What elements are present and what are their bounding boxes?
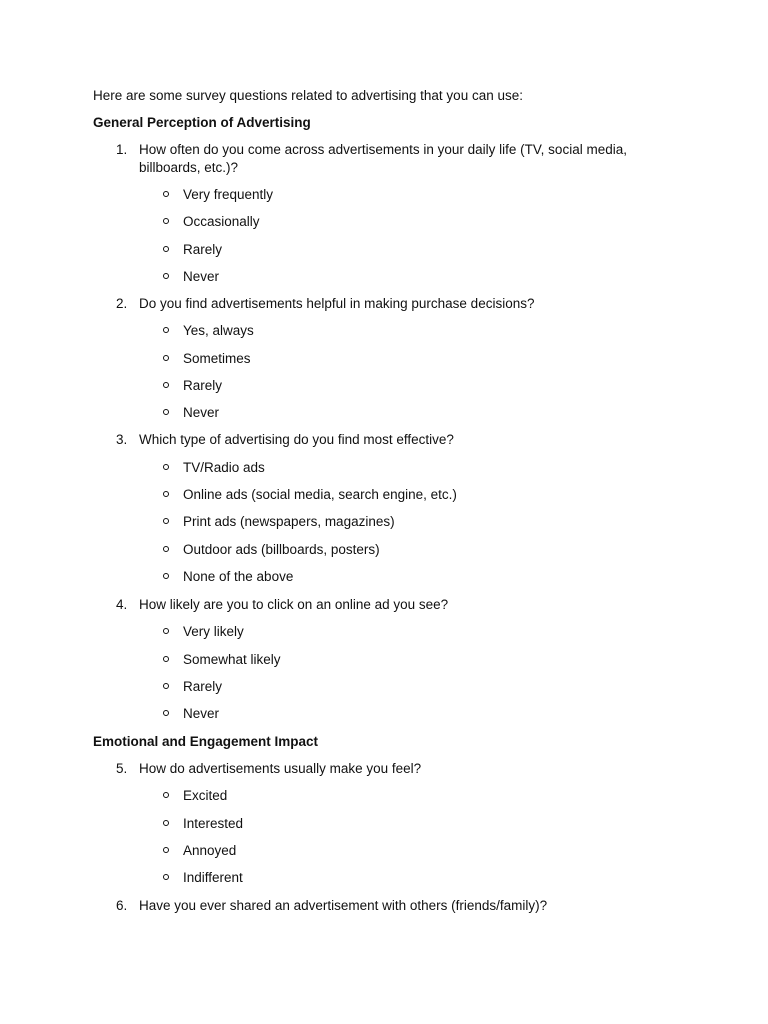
answer-option (163, 322, 254, 340)
hollow-circle-bullet-icon (163, 820, 169, 826)
answer-option (163, 268, 219, 286)
hollow-circle-bullet-icon (163, 628, 169, 634)
answer-option (163, 513, 395, 531)
hollow-circle-bullet-icon (163, 683, 169, 689)
option-label: Print ads (newspapers, magazines) (183, 514, 395, 529)
question-item (116, 295, 686, 313)
question-number: 3. (116, 432, 128, 447)
question-item (116, 431, 686, 449)
option-label: Indifferent (183, 870, 243, 885)
option-label: TV/Radio ads (183, 460, 265, 475)
question-text: How likely are you to click on an online ad you see? (139, 597, 449, 612)
question-number: 2. (116, 296, 128, 311)
hollow-circle-bullet-icon (163, 573, 169, 579)
answer-option (163, 459, 265, 477)
hollow-circle-bullet-icon (163, 518, 169, 524)
option-label: Annoyed (183, 843, 237, 858)
hollow-circle-bullet-icon (163, 273, 169, 279)
hollow-circle-bullet-icon (163, 874, 169, 880)
question-text: Have you ever shared an advertisement with others (friends/family)? (139, 898, 548, 913)
answer-option (163, 869, 243, 887)
option-label: Outdoor ads (billboards, posters) (183, 542, 380, 557)
answer-option (163, 404, 219, 422)
question-item (116, 760, 686, 778)
answer-option (163, 623, 244, 641)
answer-option (163, 241, 222, 259)
hollow-circle-bullet-icon (163, 246, 169, 252)
option-label: Never (183, 706, 220, 721)
answer-option (163, 486, 457, 504)
question-text: Which type of advertising do you find most effective? (139, 432, 454, 447)
option-label: Never (183, 405, 220, 420)
hollow-circle-bullet-icon (163, 491, 169, 497)
question-text: How do advertisements usually make you feel? (139, 761, 422, 776)
section-heading: General Perception of Advertising (93, 115, 311, 130)
option-label: Excited (183, 788, 228, 803)
question-item (116, 897, 686, 915)
intro-paragraph: Here are some survey questions related to advertising that you can use: (93, 88, 523, 103)
hollow-circle-bullet-icon (163, 191, 169, 197)
answer-option (163, 568, 293, 586)
answer-option (163, 651, 281, 669)
answer-option (163, 842, 236, 860)
hollow-circle-bullet-icon (163, 327, 169, 333)
section-heading: Emotional and Engagement Impact (93, 734, 319, 749)
hollow-circle-bullet-icon (163, 546, 169, 552)
option-label: Rarely (183, 378, 223, 393)
option-label: Sometimes (183, 351, 251, 366)
option-label: None of the above (183, 569, 294, 584)
question-item (116, 596, 686, 614)
hollow-circle-bullet-icon (163, 710, 169, 716)
option-label: Online ads (social media, search engine, etc.) (183, 487, 457, 502)
answer-option (163, 350, 251, 368)
question-text: How often do you come across advertisements in your daily life (TV, social media, billboards, etc.)? (139, 142, 627, 175)
question-number: 5. (116, 761, 128, 776)
option-label: Occasionally (183, 214, 260, 229)
answer-option (163, 787, 227, 805)
hollow-circle-bullet-icon (163, 382, 169, 388)
answer-option (163, 705, 219, 723)
answer-option (163, 815, 243, 833)
hollow-circle-bullet-icon (163, 464, 169, 470)
hollow-circle-bullet-icon (163, 792, 169, 798)
hollow-circle-bullet-icon (163, 656, 169, 662)
option-label: Very frequently (183, 187, 274, 202)
answer-option (163, 678, 222, 696)
hollow-circle-bullet-icon (163, 847, 169, 853)
answer-option (163, 186, 273, 204)
question-text: Do you find advertisements helpful in making purchase decisions? (139, 296, 535, 311)
answer-option (163, 377, 222, 395)
question-item (116, 141, 686, 177)
hollow-circle-bullet-icon (163, 355, 169, 361)
option-label: Never (183, 269, 220, 284)
option-label: Yes, always (183, 323, 254, 338)
option-label: Very likely (183, 624, 244, 639)
answer-option (163, 213, 260, 231)
option-label: Somewhat likely (183, 652, 281, 667)
option-label: Interested (183, 816, 244, 831)
option-label: Rarely (183, 679, 223, 694)
hollow-circle-bullet-icon (163, 218, 169, 224)
question-number: 4. (116, 597, 128, 612)
question-number: 6. (116, 898, 128, 913)
question-number: 1. (116, 142, 128, 157)
option-label: Rarely (183, 242, 223, 257)
hollow-circle-bullet-icon (163, 409, 169, 415)
answer-option (163, 541, 380, 559)
